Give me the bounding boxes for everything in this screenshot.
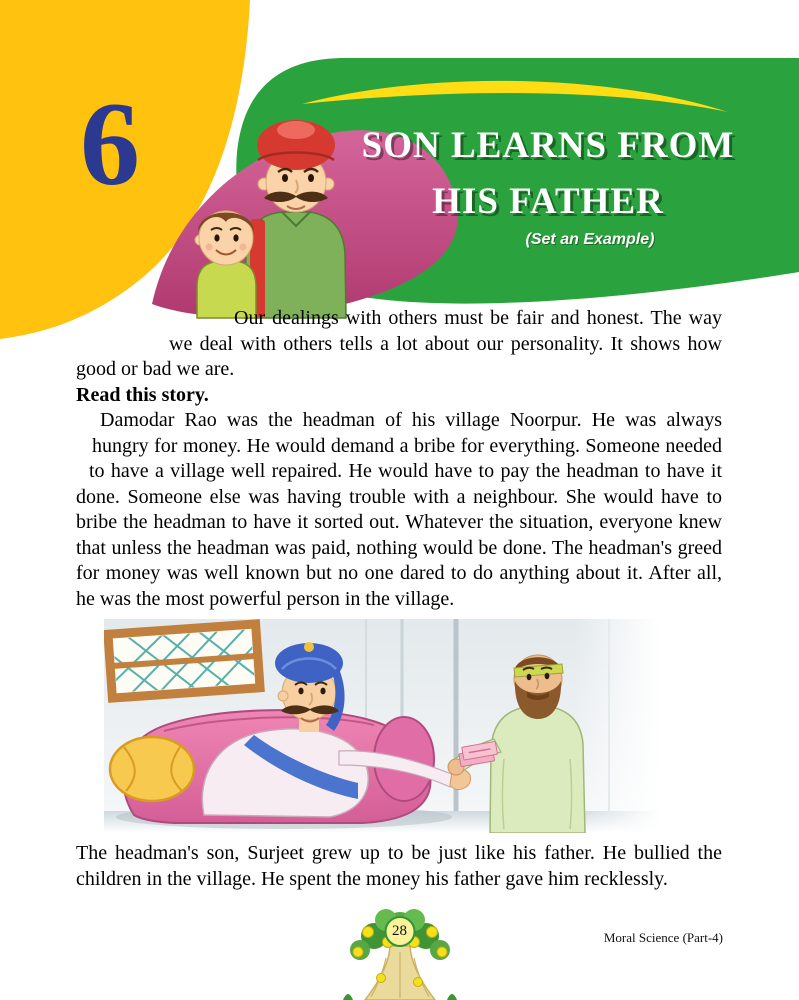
chapter-title-line1: SON LEARNS FROM [361, 125, 735, 166]
text-wrap-spacer [76, 306, 234, 331]
text-wrap-spacer [76, 408, 100, 433]
closing-paragraph: The headman's son, Surjeet grew up to be just like his father. He bullied the children in the village. He spent the money his father gave him recklessly. [76, 842, 722, 890]
book-series-label: Moral Science (Part-4) [603, 930, 723, 945]
text-wrap-spacer [76, 458, 89, 483]
page-content [76, 306, 722, 892]
text-wrap-spacer [76, 331, 169, 356]
bribe-scene-illustration [104, 619, 660, 833]
intro-paragraph [76, 306, 722, 383]
story-text: Damodar Rao was the headman of his village Noorpur. He was always hungry for money. He would demand a bribe for everything. Someone needed to have a village well repaired. He would have to pay the headman to have it done. Someone else was having trouble with a neighbour. She would have to bribe the headman to have it sorted out. Whatever the situation, everyone knew that unless the headman was paid, nothing would be done. The headman's greed for money was well known but no one dared to do anything about it. After all, he was the most powerful person in the village. [76, 409, 722, 610]
yellow-bolster [110, 737, 194, 801]
chapter-subtitle: (Set an Example) [525, 231, 655, 248]
page-number: 28 [392, 923, 407, 939]
chapter-title-line2: HIS FATHER [432, 181, 664, 222]
story-paragraph [76, 408, 722, 612]
chapter-number: 6 [80, 77, 140, 210]
text-wrap-spacer [76, 433, 92, 458]
page-number-badge [384, 916, 415, 947]
read-this-story-heading: Read this story. [76, 383, 209, 406]
tree-illustration [325, 900, 475, 1000]
intro-text: Our dealings with others must be fair and honest. The way we deal with others tells a lot about our personality. It shows how good or bad we are. [76, 307, 722, 380]
